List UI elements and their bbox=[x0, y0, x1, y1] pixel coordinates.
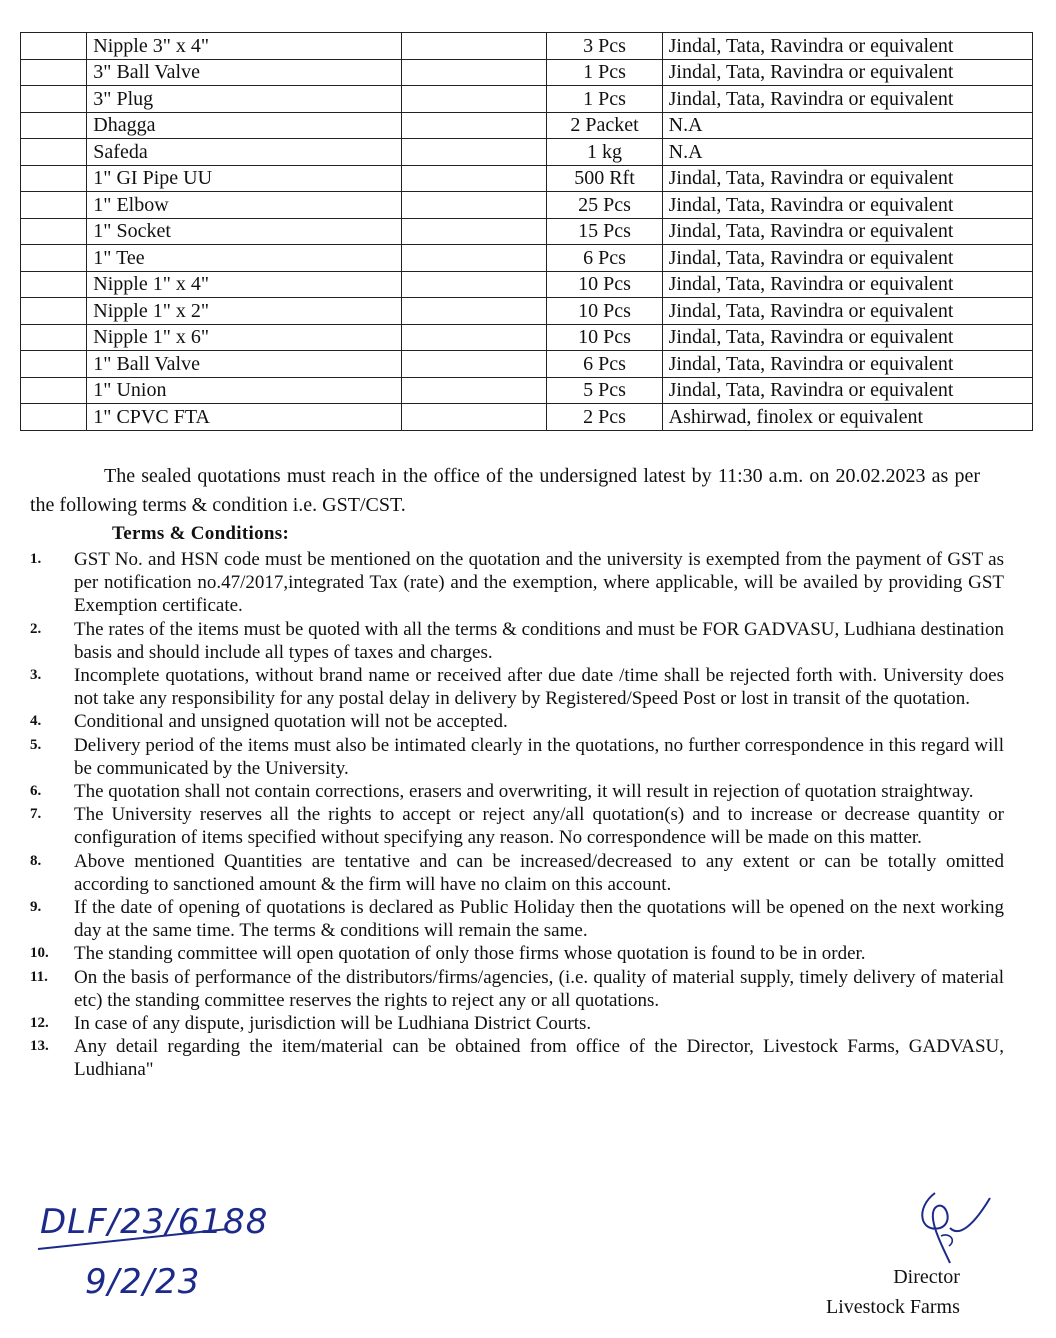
quantity-cell: 5 Pcs bbox=[547, 377, 662, 404]
brand-cell: Jindal, Tata, Ravindra or equivalent bbox=[662, 377, 1032, 404]
serial-cell bbox=[21, 377, 87, 404]
blank-cell bbox=[401, 324, 547, 351]
quantity-cell: 3 Pcs bbox=[547, 33, 662, 60]
brand-cell: Jindal, Tata, Ravindra or equivalent bbox=[662, 245, 1032, 272]
quantity-cell: 10 Pcs bbox=[547, 324, 662, 351]
blank-cell bbox=[401, 298, 547, 325]
term-text: Any detail regarding the item/material can be obtained from office of the Director, Livestock Farms, GADVASU, Ludhiana" bbox=[74, 1036, 1004, 1081]
brand-cell: Jindal, Tata, Ravindra or equivalent bbox=[662, 33, 1032, 60]
term-item bbox=[30, 966, 1004, 1012]
term-text: GST No. and HSN code must be mentioned on the quotation and the university is exempted from the payment of GST as per notification no.47/2017,integrated Tax (rate) and the exemption, where applicable, will be availed by providing GST Exemption certificate. bbox=[74, 549, 1004, 617]
quantity-cell: 1 Pcs bbox=[547, 86, 662, 113]
terms-heading: Terms & Conditions: bbox=[112, 523, 290, 544]
signature-scribble bbox=[905, 1188, 1005, 1273]
quantity-cell: 10 Pcs bbox=[547, 271, 662, 298]
term-text: Incomplete quotations, without brand name or received after due date /time shall be rejected forth with. University does not take any responsibility for any postal delay in delivery by Registered/Speed Post or lost in transit of the quotation. bbox=[74, 665, 1004, 710]
item-cell: 3" Ball Valve bbox=[87, 59, 401, 86]
serial-cell bbox=[21, 112, 87, 139]
signature-block bbox=[826, 1262, 960, 1322]
serial-cell bbox=[21, 165, 87, 192]
serial-cell bbox=[21, 59, 87, 86]
brand-cell: N.A bbox=[662, 139, 1032, 166]
blank-cell bbox=[401, 86, 547, 113]
term-text: In case of any dispute, jurisdiction will be Ludhiana District Courts. bbox=[74, 1013, 592, 1035]
term-number: 4. bbox=[30, 713, 42, 730]
quantity-cell: 10 Pcs bbox=[547, 298, 662, 325]
quantity-cell: 2 Pcs bbox=[547, 404, 662, 431]
blank-cell bbox=[401, 218, 547, 245]
serial-cell bbox=[21, 404, 87, 431]
blank-cell bbox=[401, 192, 547, 219]
item-cell: Safeda bbox=[87, 139, 401, 166]
blank-cell bbox=[401, 404, 547, 431]
brand-cell: Jindal, Tata, Ravindra or equivalent bbox=[662, 165, 1032, 192]
item-cell: 1" GI Pipe UU bbox=[87, 165, 401, 192]
table-row bbox=[21, 165, 1033, 192]
item-cell: 1" Tee bbox=[87, 245, 401, 272]
term-text: If the date of opening of quotations is declared as Public Holiday then the quotations will be opened on the next working day at the same time. The terms & conditions will remain the same. bbox=[74, 897, 1004, 942]
table-row bbox=[21, 112, 1033, 139]
term-text: Conditional and unsigned quotation will not be accepted. bbox=[74, 711, 508, 733]
term-text: The standing committee will open quotation of only those firms whose quotation is found to be in order. bbox=[74, 943, 866, 965]
serial-cell bbox=[21, 86, 87, 113]
term-number: 10. bbox=[30, 945, 49, 962]
blank-cell bbox=[401, 351, 547, 378]
term-number: 12. bbox=[30, 1015, 49, 1032]
items-table-body bbox=[21, 33, 1033, 431]
blank-cell bbox=[401, 377, 547, 404]
item-cell: 1" Elbow bbox=[87, 192, 401, 219]
blank-cell bbox=[401, 59, 547, 86]
handwritten-date: 9/2/23 bbox=[85, 1262, 201, 1302]
serial-cell bbox=[21, 192, 87, 219]
item-cell: 1" Socket bbox=[87, 218, 401, 245]
term-item bbox=[30, 734, 1004, 780]
term-text: Delivery period of the items must also be intimated clearly in the quotations, no further correspondence in this regard will be communicated by the University. bbox=[74, 734, 1004, 779]
table-row bbox=[21, 245, 1033, 272]
serial-cell bbox=[21, 324, 87, 351]
item-cell: 3" Plug bbox=[87, 86, 401, 113]
blank-cell bbox=[401, 112, 547, 139]
table-row bbox=[21, 218, 1033, 245]
table-row bbox=[21, 33, 1033, 60]
term-number: 5. bbox=[30, 736, 42, 753]
term-text: The quotation shall not contain corrections, erasers and overwriting, it will result in rejection of quotation straightway. bbox=[74, 781, 974, 803]
term-item bbox=[30, 1012, 1004, 1035]
quantity-cell: 6 Pcs bbox=[547, 245, 662, 272]
intro-paragraph bbox=[30, 462, 980, 520]
term-item bbox=[30, 618, 1004, 664]
table-row bbox=[21, 192, 1033, 219]
brand-cell: Jindal, Tata, Ravindra or equivalent bbox=[662, 271, 1032, 298]
serial-cell bbox=[21, 351, 87, 378]
brand-cell: N.A bbox=[662, 112, 1032, 139]
table-row bbox=[21, 59, 1033, 86]
term-number: 3. bbox=[30, 667, 42, 684]
signatory-title: Director bbox=[893, 1266, 960, 1288]
term-item bbox=[30, 803, 1004, 849]
blank-cell bbox=[401, 33, 547, 60]
term-text: The rates of the items must be quoted with all the terms & conditions and must be FOR GADVASU, Ludhiana destination basis and should include all types of taxes and charges. bbox=[74, 618, 1004, 663]
item-cell: 1" Union bbox=[87, 377, 401, 404]
brand-cell: Jindal, Tata, Ravindra or equivalent bbox=[662, 351, 1032, 378]
signatory-department: Livestock Farms bbox=[826, 1296, 960, 1318]
term-number: 2. bbox=[30, 620, 42, 637]
term-number: 1. bbox=[30, 551, 42, 567]
serial-cell bbox=[21, 271, 87, 298]
serial-cell bbox=[21, 139, 87, 166]
brand-cell: Jindal, Tata, Ravindra or equivalent bbox=[662, 59, 1032, 86]
item-cell: Nipple 1" x 4" bbox=[87, 271, 401, 298]
term-number: 6. bbox=[30, 783, 42, 800]
item-cell: Nipple 1" x 6" bbox=[87, 324, 401, 351]
table-row bbox=[21, 404, 1033, 431]
blank-cell bbox=[401, 245, 547, 272]
blank-cell bbox=[401, 271, 547, 298]
term-number: 11. bbox=[30, 968, 48, 985]
term-item bbox=[30, 548, 1004, 618]
terms-list bbox=[30, 548, 1004, 1082]
brand-cell: Jindal, Tata, Ravindra or equivalent bbox=[662, 324, 1032, 351]
term-number: 8. bbox=[30, 852, 42, 869]
item-cell: 1" CPVC FTA bbox=[87, 404, 401, 431]
serial-cell bbox=[21, 218, 87, 245]
items-table bbox=[20, 32, 1033, 431]
term-number: 9. bbox=[30, 899, 42, 916]
brand-cell: Ashirwad, finolex or equivalent bbox=[662, 404, 1032, 431]
blank-cell bbox=[401, 165, 547, 192]
quantity-cell: 15 Pcs bbox=[547, 218, 662, 245]
quantity-cell: 25 Pcs bbox=[547, 192, 662, 219]
item-cell: Nipple 3" x 4" bbox=[87, 33, 401, 60]
serial-cell bbox=[21, 245, 87, 272]
brand-cell: Jindal, Tata, Ravindra or equivalent bbox=[662, 86, 1032, 113]
blank-cell bbox=[401, 139, 547, 166]
term-item bbox=[30, 942, 1004, 965]
table-row bbox=[21, 139, 1033, 166]
table-row bbox=[21, 271, 1033, 298]
brand-cell: Jindal, Tata, Ravindra or equivalent bbox=[662, 298, 1032, 325]
table-row bbox=[21, 351, 1033, 378]
term-item bbox=[30, 710, 1004, 733]
quantity-cell: 1 Pcs bbox=[547, 59, 662, 86]
term-item bbox=[30, 896, 1004, 942]
term-number: 13. bbox=[30, 1038, 49, 1055]
serial-cell bbox=[21, 33, 87, 60]
term-number: 7. bbox=[30, 806, 42, 823]
term-item bbox=[30, 664, 1004, 710]
serial-cell bbox=[21, 298, 87, 325]
quantity-cell: 2 Packet bbox=[547, 112, 662, 139]
brand-cell: Jindal, Tata, Ravindra or equivalent bbox=[662, 192, 1032, 219]
term-text: Above mentioned Quantities are tentative and can be increased/decreased to any extent or can be totally omitted according to sanctioned amount & the firm will have no claim on this account. bbox=[74, 850, 1004, 895]
quantity-cell: 1 kg bbox=[547, 139, 662, 166]
item-cell: 1" Ball Valve bbox=[87, 351, 401, 378]
term-text: On the basis of performance of the distributors/firms/agencies, (i.e. quality of material supply, timely delivery of material etc) the standing committee reserves the rights to reject any or all quotations. bbox=[74, 966, 1004, 1011]
table-row bbox=[21, 298, 1033, 325]
intro-text: The sealed quotations must reach in the office of the undersigned latest by 11:30 a.m. on 20.02.2023 as per the following terms & condition i.e. GST/CST. bbox=[30, 465, 980, 516]
term-item bbox=[30, 850, 1004, 896]
term-text: The University reserves all the rights to accept or reject any/all quotation(s) and to increase or decrease quantity or configuration of items specified without specifying any reason. No correspondence will be made on this matter. bbox=[74, 804, 1004, 849]
item-cell: Nipple 1" x 2" bbox=[87, 298, 401, 325]
handwritten-reference: DLF/23/6188 bbox=[40, 1202, 269, 1242]
term-item bbox=[30, 780, 1004, 803]
term-item bbox=[30, 1035, 1004, 1081]
table-row bbox=[21, 86, 1033, 113]
quantity-cell: 500 Rft bbox=[547, 165, 662, 192]
table-row bbox=[21, 324, 1033, 351]
item-cell: Dhagga bbox=[87, 112, 401, 139]
brand-cell: Jindal, Tata, Ravindra or equivalent bbox=[662, 218, 1032, 245]
table-row bbox=[21, 377, 1033, 404]
quantity-cell: 6 Pcs bbox=[547, 351, 662, 378]
